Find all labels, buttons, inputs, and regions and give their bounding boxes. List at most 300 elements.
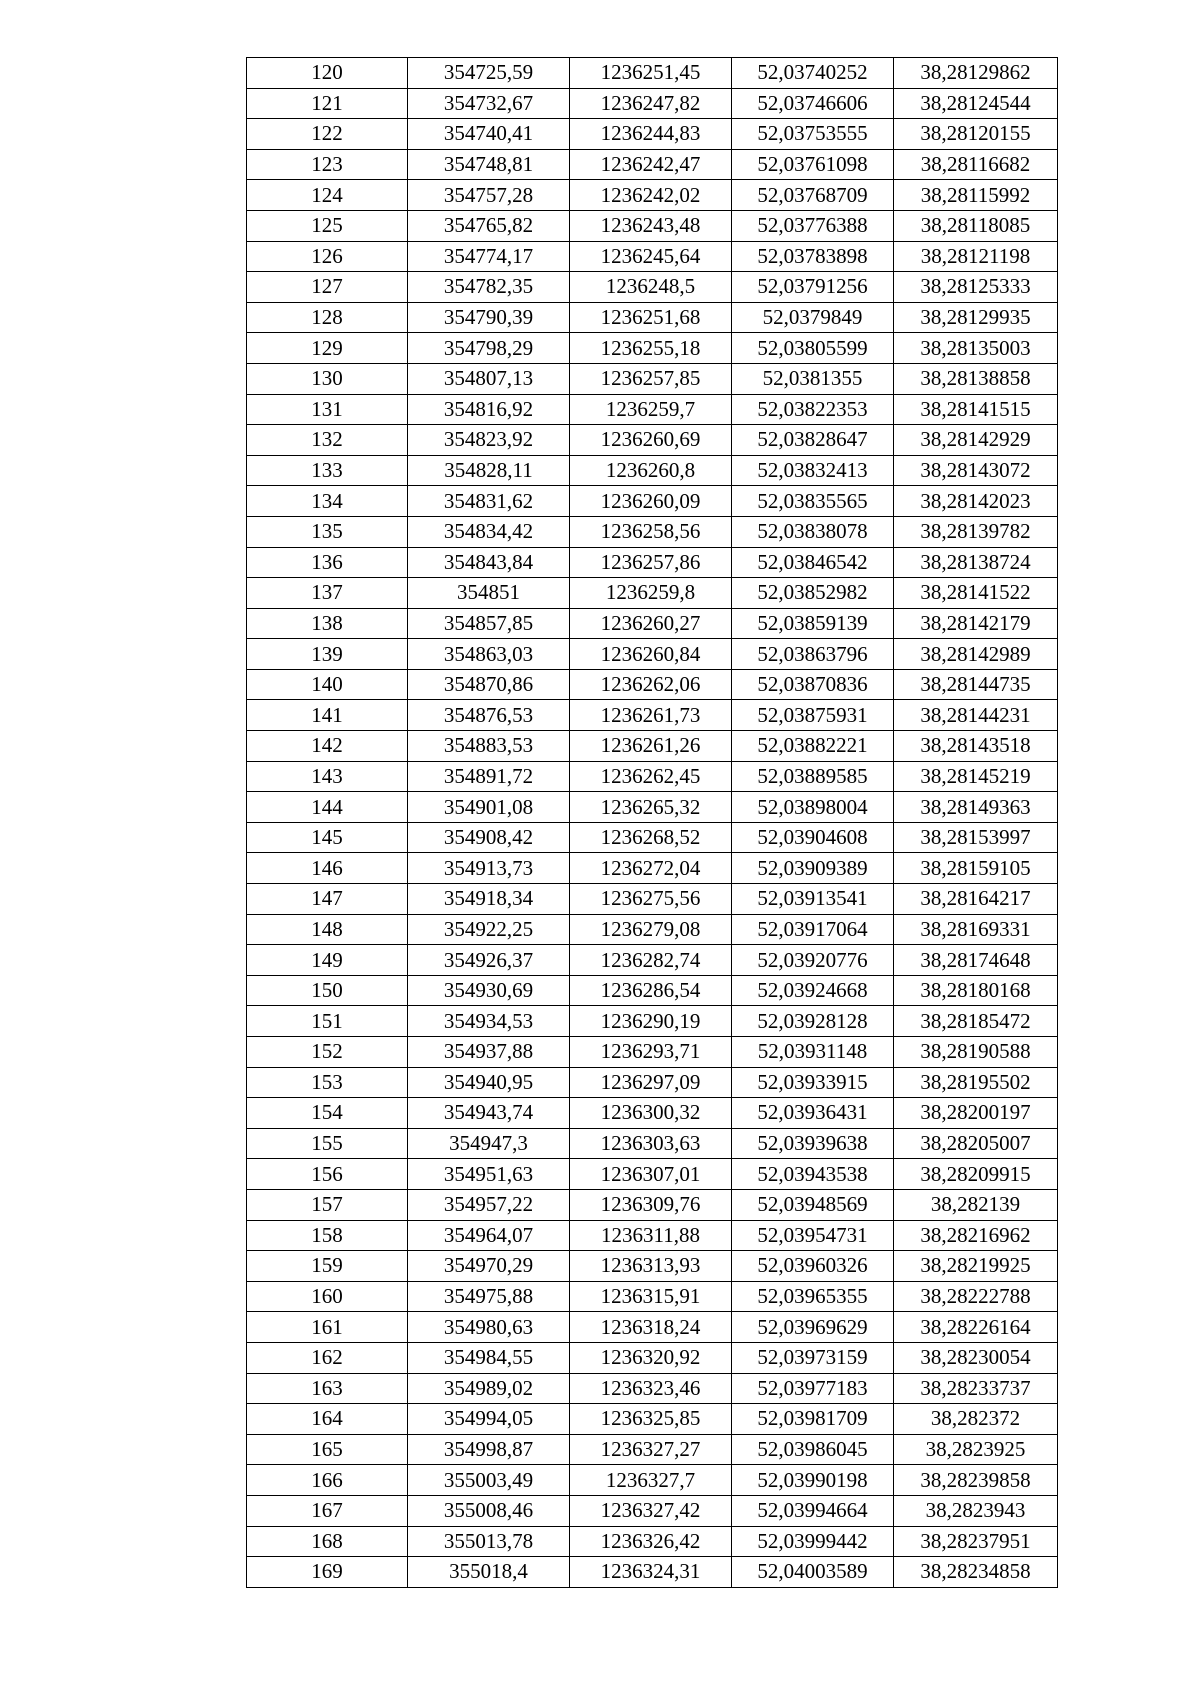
point-number-cell: 136 xyxy=(247,547,408,578)
table-row xyxy=(247,792,1058,823)
point-number-cell: 154 xyxy=(247,1098,408,1129)
y-coordinate-cell: 1236251,45 xyxy=(570,58,732,89)
latitude-cell: 52,03913541 xyxy=(732,884,894,915)
table-row xyxy=(247,1312,1058,1343)
y-coordinate-cell: 1236261,26 xyxy=(570,731,732,762)
longitude-cell: 38,28143518 xyxy=(894,731,1058,762)
y-coordinate-cell: 1236257,86 xyxy=(570,547,732,578)
x-coordinate-cell: 354725,59 xyxy=(408,58,570,89)
y-coordinate-cell: 1236255,18 xyxy=(570,333,732,364)
coordinates-table-body xyxy=(247,58,1058,1588)
y-coordinate-cell: 1236247,82 xyxy=(570,88,732,119)
x-coordinate-cell: 354994,05 xyxy=(408,1404,570,1435)
latitude-cell: 52,03981709 xyxy=(732,1404,894,1435)
table-row xyxy=(247,975,1058,1006)
table-row xyxy=(247,58,1058,89)
table-row xyxy=(247,1128,1058,1159)
point-number-cell: 150 xyxy=(247,975,408,1006)
x-coordinate-cell: 354926,37 xyxy=(408,945,570,976)
latitude-cell: 52,03920776 xyxy=(732,945,894,976)
y-coordinate-cell: 1236325,85 xyxy=(570,1404,732,1435)
x-coordinate-cell: 354828,11 xyxy=(408,455,570,486)
table-row xyxy=(247,272,1058,303)
y-coordinate-cell: 1236327,7 xyxy=(570,1465,732,1496)
longitude-cell: 38,28174648 xyxy=(894,945,1058,976)
y-coordinate-cell: 1236248,5 xyxy=(570,272,732,303)
point-number-cell: 164 xyxy=(247,1404,408,1435)
y-coordinate-cell: 1236260,8 xyxy=(570,455,732,486)
point-number-cell: 134 xyxy=(247,486,408,517)
table-row xyxy=(247,914,1058,945)
longitude-cell: 38,282372 xyxy=(894,1404,1058,1435)
y-coordinate-cell: 1236260,69 xyxy=(570,425,732,456)
longitude-cell: 38,28135003 xyxy=(894,333,1058,364)
point-number-cell: 160 xyxy=(247,1281,408,1312)
y-coordinate-cell: 1236262,45 xyxy=(570,761,732,792)
latitude-cell: 52,03828647 xyxy=(732,425,894,456)
y-coordinate-cell: 1236318,24 xyxy=(570,1312,732,1343)
latitude-cell: 52,03948569 xyxy=(732,1189,894,1220)
point-number-cell: 147 xyxy=(247,884,408,915)
x-coordinate-cell: 354757,28 xyxy=(408,180,570,211)
point-number-cell: 126 xyxy=(247,241,408,272)
x-coordinate-cell: 354831,62 xyxy=(408,486,570,517)
longitude-cell: 38,28239858 xyxy=(894,1465,1058,1496)
longitude-cell: 38,28234858 xyxy=(894,1557,1058,1588)
longitude-cell: 38,28222788 xyxy=(894,1281,1058,1312)
point-number-cell: 146 xyxy=(247,853,408,884)
longitude-cell: 38,28233737 xyxy=(894,1373,1058,1404)
y-coordinate-cell: 1236242,47 xyxy=(570,149,732,180)
latitude-cell: 52,03805599 xyxy=(732,333,894,364)
longitude-cell: 38,28138858 xyxy=(894,363,1058,394)
x-coordinate-cell: 355008,46 xyxy=(408,1495,570,1526)
latitude-cell: 52,03924668 xyxy=(732,975,894,1006)
point-number-cell: 138 xyxy=(247,608,408,639)
table-row xyxy=(247,180,1058,211)
y-coordinate-cell: 1236244,83 xyxy=(570,119,732,150)
x-coordinate-cell: 354951,63 xyxy=(408,1159,570,1190)
point-number-cell: 167 xyxy=(247,1495,408,1526)
y-coordinate-cell: 1236259,8 xyxy=(570,578,732,609)
latitude-cell: 52,03994664 xyxy=(732,1495,894,1526)
point-number-cell: 162 xyxy=(247,1342,408,1373)
x-coordinate-cell: 354851 xyxy=(408,578,570,609)
table-row xyxy=(247,669,1058,700)
y-coordinate-cell: 1236260,09 xyxy=(570,486,732,517)
x-coordinate-cell: 354984,55 xyxy=(408,1342,570,1373)
latitude-cell: 52,03909389 xyxy=(732,853,894,884)
table-row xyxy=(247,547,1058,578)
latitude-cell: 52,03835565 xyxy=(732,486,894,517)
y-coordinate-cell: 1236262,06 xyxy=(570,669,732,700)
x-coordinate-cell: 354964,07 xyxy=(408,1220,570,1251)
latitude-cell: 52,03822353 xyxy=(732,394,894,425)
x-coordinate-cell: 354930,69 xyxy=(408,975,570,1006)
y-coordinate-cell: 1236326,42 xyxy=(570,1526,732,1557)
x-coordinate-cell: 354970,29 xyxy=(408,1251,570,1282)
longitude-cell: 38,28129862 xyxy=(894,58,1058,89)
x-coordinate-cell: 354816,92 xyxy=(408,394,570,425)
longitude-cell: 38,28129935 xyxy=(894,302,1058,333)
y-coordinate-cell: 1236309,76 xyxy=(570,1189,732,1220)
point-number-cell: 157 xyxy=(247,1189,408,1220)
point-number-cell: 152 xyxy=(247,1037,408,1068)
table-row xyxy=(247,578,1058,609)
table-row xyxy=(247,853,1058,884)
latitude-cell: 52,03928128 xyxy=(732,1006,894,1037)
y-coordinate-cell: 1236251,68 xyxy=(570,302,732,333)
table-row xyxy=(247,1159,1058,1190)
latitude-cell: 52,03791256 xyxy=(732,272,894,303)
y-coordinate-cell: 1236272,04 xyxy=(570,853,732,884)
x-coordinate-cell: 354940,95 xyxy=(408,1067,570,1098)
table-row xyxy=(247,1526,1058,1557)
longitude-cell: 38,28124544 xyxy=(894,88,1058,119)
latitude-cell: 52,04003589 xyxy=(732,1557,894,1588)
latitude-cell: 52,03917064 xyxy=(732,914,894,945)
x-coordinate-cell: 354918,34 xyxy=(408,884,570,915)
longitude-cell: 38,28149363 xyxy=(894,792,1058,823)
table-row xyxy=(247,149,1058,180)
table-row xyxy=(247,302,1058,333)
table-row xyxy=(247,1098,1058,1129)
latitude-cell: 52,03931148 xyxy=(732,1037,894,1068)
y-coordinate-cell: 1236307,01 xyxy=(570,1159,732,1190)
latitude-cell: 52,03761098 xyxy=(732,149,894,180)
latitude-cell: 52,03740252 xyxy=(732,58,894,89)
x-coordinate-cell: 354790,39 xyxy=(408,302,570,333)
point-number-cell: 124 xyxy=(247,180,408,211)
latitude-cell: 52,03838078 xyxy=(732,516,894,547)
longitude-cell: 38,28180168 xyxy=(894,975,1058,1006)
table-row xyxy=(247,1495,1058,1526)
x-coordinate-cell: 354732,67 xyxy=(408,88,570,119)
x-coordinate-cell: 354891,72 xyxy=(408,761,570,792)
y-coordinate-cell: 1236282,74 xyxy=(570,945,732,976)
longitude-cell: 38,28144231 xyxy=(894,700,1058,731)
table-row xyxy=(247,1037,1058,1068)
point-number-cell: 156 xyxy=(247,1159,408,1190)
latitude-cell: 52,03939638 xyxy=(732,1128,894,1159)
table-row xyxy=(247,1465,1058,1496)
x-coordinate-cell: 354989,02 xyxy=(408,1373,570,1404)
x-coordinate-cell: 354998,87 xyxy=(408,1434,570,1465)
y-coordinate-cell: 1236245,64 xyxy=(570,241,732,272)
x-coordinate-cell: 354765,82 xyxy=(408,210,570,241)
point-number-cell: 135 xyxy=(247,516,408,547)
x-coordinate-cell: 355018,4 xyxy=(408,1557,570,1588)
point-number-cell: 122 xyxy=(247,119,408,150)
y-coordinate-cell: 1236242,02 xyxy=(570,180,732,211)
longitude-cell: 38,28230054 xyxy=(894,1342,1058,1373)
latitude-cell: 52,03936431 xyxy=(732,1098,894,1129)
x-coordinate-cell: 354740,41 xyxy=(408,119,570,150)
x-coordinate-cell: 354823,92 xyxy=(408,425,570,456)
table-row xyxy=(247,1220,1058,1251)
x-coordinate-cell: 354908,42 xyxy=(408,822,570,853)
longitude-cell: 38,28116682 xyxy=(894,149,1058,180)
latitude-cell: 52,03746606 xyxy=(732,88,894,119)
table-row xyxy=(247,394,1058,425)
x-coordinate-cell: 354843,84 xyxy=(408,547,570,578)
y-coordinate-cell: 1236257,85 xyxy=(570,363,732,394)
longitude-cell: 38,28142179 xyxy=(894,608,1058,639)
y-coordinate-cell: 1236320,92 xyxy=(570,1342,732,1373)
latitude-cell: 52,0381355 xyxy=(732,363,894,394)
x-coordinate-cell: 355013,78 xyxy=(408,1526,570,1557)
y-coordinate-cell: 1236300,32 xyxy=(570,1098,732,1129)
longitude-cell: 38,28219925 xyxy=(894,1251,1058,1282)
x-coordinate-cell: 354834,42 xyxy=(408,516,570,547)
point-number-cell: 168 xyxy=(247,1526,408,1557)
longitude-cell: 38,28138724 xyxy=(894,547,1058,578)
y-coordinate-cell: 1236311,88 xyxy=(570,1220,732,1251)
table-row xyxy=(247,425,1058,456)
x-coordinate-cell: 354883,53 xyxy=(408,731,570,762)
point-number-cell: 142 xyxy=(247,731,408,762)
point-number-cell: 130 xyxy=(247,363,408,394)
y-coordinate-cell: 1236268,52 xyxy=(570,822,732,853)
longitude-cell: 38,28142989 xyxy=(894,639,1058,670)
table-row xyxy=(247,1251,1058,1282)
y-coordinate-cell: 1236315,91 xyxy=(570,1281,732,1312)
coordinates-table xyxy=(246,57,1058,1588)
point-number-cell: 143 xyxy=(247,761,408,792)
y-coordinate-cell: 1236243,48 xyxy=(570,210,732,241)
longitude-cell: 38,28209915 xyxy=(894,1159,1058,1190)
longitude-cell: 38,28115992 xyxy=(894,180,1058,211)
x-coordinate-cell: 354857,85 xyxy=(408,608,570,639)
table-row xyxy=(247,1342,1058,1373)
x-coordinate-cell: 354774,17 xyxy=(408,241,570,272)
point-number-cell: 148 xyxy=(247,914,408,945)
y-coordinate-cell: 1236327,27 xyxy=(570,1434,732,1465)
latitude-cell: 52,03889585 xyxy=(732,761,894,792)
longitude-cell: 38,28118085 xyxy=(894,210,1058,241)
y-coordinate-cell: 1236303,63 xyxy=(570,1128,732,1159)
table-row xyxy=(247,639,1058,670)
x-coordinate-cell: 354947,3 xyxy=(408,1128,570,1159)
table-row xyxy=(247,363,1058,394)
point-number-cell: 153 xyxy=(247,1067,408,1098)
longitude-cell: 38,28141515 xyxy=(894,394,1058,425)
longitude-cell: 38,28169331 xyxy=(894,914,1058,945)
point-number-cell: 137 xyxy=(247,578,408,609)
x-coordinate-cell: 354980,63 xyxy=(408,1312,570,1343)
point-number-cell: 129 xyxy=(247,333,408,364)
latitude-cell: 52,03977183 xyxy=(732,1373,894,1404)
point-number-cell: 159 xyxy=(247,1251,408,1282)
latitude-cell: 52,03973159 xyxy=(732,1342,894,1373)
x-coordinate-cell: 354782,35 xyxy=(408,272,570,303)
table-row xyxy=(247,731,1058,762)
point-number-cell: 151 xyxy=(247,1006,408,1037)
y-coordinate-cell: 1236290,19 xyxy=(570,1006,732,1037)
table-row xyxy=(247,1281,1058,1312)
latitude-cell: 52,03870836 xyxy=(732,669,894,700)
longitude-cell: 38,28121198 xyxy=(894,241,1058,272)
x-coordinate-cell: 354876,53 xyxy=(408,700,570,731)
latitude-cell: 52,03859139 xyxy=(732,608,894,639)
x-coordinate-cell: 354937,88 xyxy=(408,1037,570,1068)
longitude-cell: 38,28144735 xyxy=(894,669,1058,700)
x-coordinate-cell: 354870,86 xyxy=(408,669,570,700)
y-coordinate-cell: 1236265,32 xyxy=(570,792,732,823)
table-row xyxy=(247,1404,1058,1435)
latitude-cell: 52,03768709 xyxy=(732,180,894,211)
point-number-cell: 123 xyxy=(247,149,408,180)
latitude-cell: 52,03969629 xyxy=(732,1312,894,1343)
longitude-cell: 38,28159105 xyxy=(894,853,1058,884)
point-number-cell: 127 xyxy=(247,272,408,303)
longitude-cell: 38,2823943 xyxy=(894,1495,1058,1526)
longitude-cell: 38,28200197 xyxy=(894,1098,1058,1129)
table-row xyxy=(247,884,1058,915)
latitude-cell: 52,03933915 xyxy=(732,1067,894,1098)
longitude-cell: 38,28141522 xyxy=(894,578,1058,609)
latitude-cell: 52,03852982 xyxy=(732,578,894,609)
latitude-cell: 52,03943538 xyxy=(732,1159,894,1190)
latitude-cell: 52,03999442 xyxy=(732,1526,894,1557)
longitude-cell: 38,28153997 xyxy=(894,822,1058,853)
table-row xyxy=(247,1557,1058,1588)
table-row xyxy=(247,486,1058,517)
longitude-cell: 38,282139 xyxy=(894,1189,1058,1220)
x-coordinate-cell: 354863,03 xyxy=(408,639,570,670)
table-row xyxy=(247,1189,1058,1220)
point-number-cell: 141 xyxy=(247,700,408,731)
latitude-cell: 52,03990198 xyxy=(732,1465,894,1496)
x-coordinate-cell: 354957,22 xyxy=(408,1189,570,1220)
point-number-cell: 149 xyxy=(247,945,408,976)
y-coordinate-cell: 1236327,42 xyxy=(570,1495,732,1526)
latitude-cell: 52,03898004 xyxy=(732,792,894,823)
point-number-cell: 131 xyxy=(247,394,408,425)
latitude-cell: 52,03960326 xyxy=(732,1251,894,1282)
longitude-cell: 38,28142929 xyxy=(894,425,1058,456)
longitude-cell: 38,28142023 xyxy=(894,486,1058,517)
point-number-cell: 120 xyxy=(247,58,408,89)
x-coordinate-cell: 355003,49 xyxy=(408,1465,570,1496)
point-number-cell: 166 xyxy=(247,1465,408,1496)
latitude-cell: 52,03846542 xyxy=(732,547,894,578)
y-coordinate-cell: 1236275,56 xyxy=(570,884,732,915)
table-row xyxy=(247,700,1058,731)
latitude-cell: 52,03776388 xyxy=(732,210,894,241)
x-coordinate-cell: 354748,81 xyxy=(408,149,570,180)
y-coordinate-cell: 1236259,7 xyxy=(570,394,732,425)
point-number-cell: 161 xyxy=(247,1312,408,1343)
point-number-cell: 132 xyxy=(247,425,408,456)
longitude-cell: 38,28185472 xyxy=(894,1006,1058,1037)
latitude-cell: 52,0379849 xyxy=(732,302,894,333)
longitude-cell: 38,28143072 xyxy=(894,455,1058,486)
x-coordinate-cell: 354913,73 xyxy=(408,853,570,884)
x-coordinate-cell: 354798,29 xyxy=(408,333,570,364)
table-row xyxy=(247,210,1058,241)
latitude-cell: 52,03986045 xyxy=(732,1434,894,1465)
point-number-cell: 140 xyxy=(247,669,408,700)
x-coordinate-cell: 354943,74 xyxy=(408,1098,570,1129)
y-coordinate-cell: 1236293,71 xyxy=(570,1037,732,1068)
latitude-cell: 52,03832413 xyxy=(732,455,894,486)
y-coordinate-cell: 1236279,08 xyxy=(570,914,732,945)
y-coordinate-cell: 1236297,09 xyxy=(570,1067,732,1098)
y-coordinate-cell: 1236286,54 xyxy=(570,975,732,1006)
longitude-cell: 38,28237951 xyxy=(894,1526,1058,1557)
longitude-cell: 38,28205007 xyxy=(894,1128,1058,1159)
latitude-cell: 52,03863796 xyxy=(732,639,894,670)
longitude-cell: 38,28139782 xyxy=(894,516,1058,547)
table-row xyxy=(247,333,1058,364)
point-number-cell: 165 xyxy=(247,1434,408,1465)
point-number-cell: 125 xyxy=(247,210,408,241)
table-row xyxy=(247,455,1058,486)
x-coordinate-cell: 354975,88 xyxy=(408,1281,570,1312)
latitude-cell: 52,03965355 xyxy=(732,1281,894,1312)
table-row xyxy=(247,516,1058,547)
longitude-cell: 38,28145219 xyxy=(894,761,1058,792)
point-number-cell: 144 xyxy=(247,792,408,823)
point-number-cell: 139 xyxy=(247,639,408,670)
longitude-cell: 38,28120155 xyxy=(894,119,1058,150)
latitude-cell: 52,03783898 xyxy=(732,241,894,272)
longitude-cell: 38,28125333 xyxy=(894,272,1058,303)
table-row xyxy=(247,119,1058,150)
point-number-cell: 158 xyxy=(247,1220,408,1251)
longitude-cell: 38,28226164 xyxy=(894,1312,1058,1343)
latitude-cell: 52,03875931 xyxy=(732,700,894,731)
longitude-cell: 38,28216962 xyxy=(894,1220,1058,1251)
point-number-cell: 121 xyxy=(247,88,408,119)
table-row xyxy=(247,1006,1058,1037)
y-coordinate-cell: 1236260,27 xyxy=(570,608,732,639)
longitude-cell: 38,28190588 xyxy=(894,1037,1058,1068)
y-coordinate-cell: 1236260,84 xyxy=(570,639,732,670)
point-number-cell: 128 xyxy=(247,302,408,333)
x-coordinate-cell: 354922,25 xyxy=(408,914,570,945)
x-coordinate-cell: 354934,53 xyxy=(408,1006,570,1037)
table-row xyxy=(247,1373,1058,1404)
y-coordinate-cell: 1236324,31 xyxy=(570,1557,732,1588)
latitude-cell: 52,03954731 xyxy=(732,1220,894,1251)
x-coordinate-cell: 354807,13 xyxy=(408,363,570,394)
point-number-cell: 155 xyxy=(247,1128,408,1159)
table-row xyxy=(247,241,1058,272)
y-coordinate-cell: 1236313,93 xyxy=(570,1251,732,1282)
latitude-cell: 52,03904608 xyxy=(732,822,894,853)
table-row xyxy=(247,88,1058,119)
y-coordinate-cell: 1236258,56 xyxy=(570,516,732,547)
y-coordinate-cell: 1236323,46 xyxy=(570,1373,732,1404)
longitude-cell: 38,28164217 xyxy=(894,884,1058,915)
longitude-cell: 38,28195502 xyxy=(894,1067,1058,1098)
table-row xyxy=(247,1067,1058,1098)
table-row xyxy=(247,822,1058,853)
point-number-cell: 133 xyxy=(247,455,408,486)
table-row xyxy=(247,945,1058,976)
latitude-cell: 52,03753555 xyxy=(732,119,894,150)
point-number-cell: 163 xyxy=(247,1373,408,1404)
latitude-cell: 52,03882221 xyxy=(732,731,894,762)
y-coordinate-cell: 1236261,73 xyxy=(570,700,732,731)
x-coordinate-cell: 354901,08 xyxy=(408,792,570,823)
point-number-cell: 169 xyxy=(247,1557,408,1588)
longitude-cell: 38,2823925 xyxy=(894,1434,1058,1465)
point-number-cell: 145 xyxy=(247,822,408,853)
table-row xyxy=(247,761,1058,792)
